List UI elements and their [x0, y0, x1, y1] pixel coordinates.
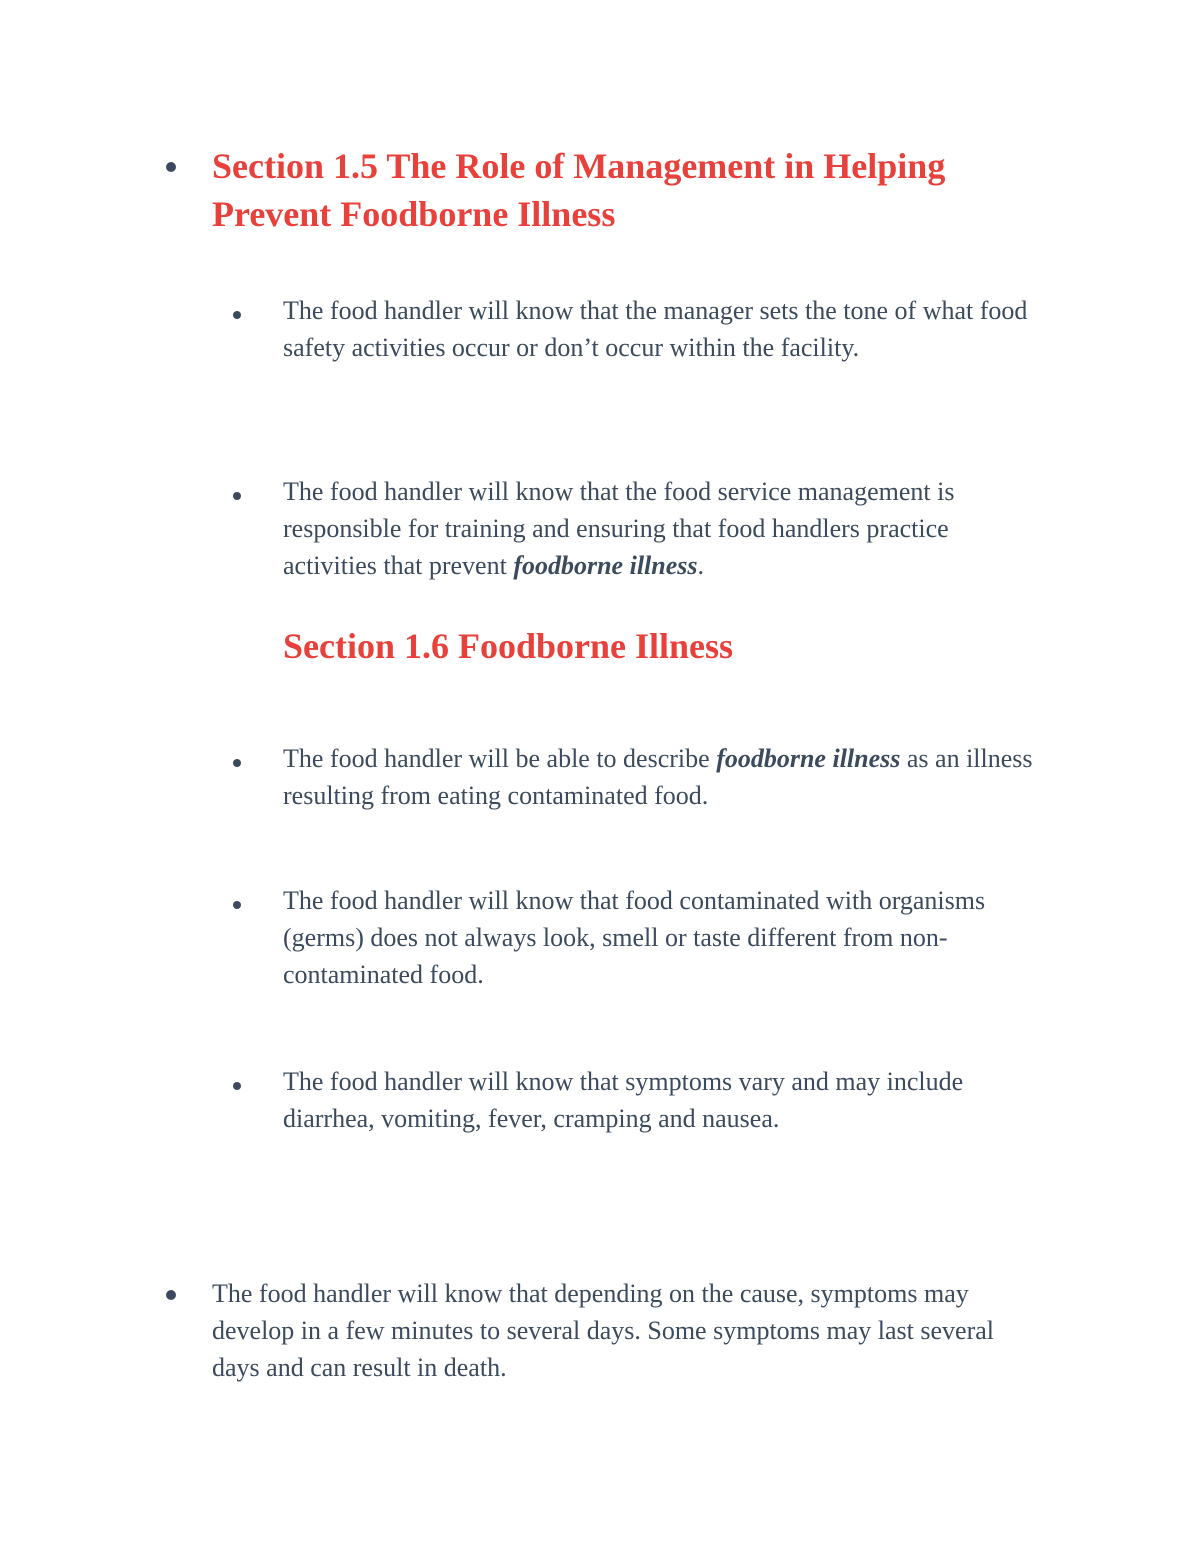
bullet-icon [233, 901, 241, 909]
bullet-icon [166, 162, 176, 172]
item-text: The food handler will be able to describe [283, 744, 717, 773]
list-item: The food handler will know that depending on the cause, symptoms may develop in a few minutes to several days. Some symptoms may last several days and can result in death. [212, 1279, 994, 1382]
emphasis-term: foodborne illness [513, 551, 698, 580]
emphasis-term: foodborne illness [716, 744, 901, 773]
section-1-6-heading: Section 1.6 Foodborne Illness [283, 626, 734, 666]
list-item: The food handler will know that food contaminated with organisms (germs) does not always look, smell or taste different from non-contaminated food. [283, 886, 986, 989]
list-item [283, 740, 1053, 814]
bullet-icon [233, 759, 241, 767]
bullet-icon [233, 492, 241, 500]
list-item [283, 473, 1003, 584]
item-text: . [697, 551, 704, 580]
bullet-icon [233, 1082, 241, 1090]
list-item: The food handler will know that the manager sets the tone of what food safety activities occur or don’t occur within the facility. [283, 296, 1028, 362]
section-1-5-heading: Section 1.5 The Role of Management in Helping Prevent Foodborne Illness [212, 146, 946, 234]
list-item: The food handler will know that symptoms vary and may include diarrhea, vomiting, fever, cramping and nausea. [283, 1067, 964, 1133]
bullet-icon [233, 311, 241, 319]
item-text: as an illness resulting from eating contaminated food. [283, 744, 1033, 810]
bullet-icon [166, 1290, 176, 1300]
item-text: The food handler will know that the food service management is responsible for training and ensuring that food handlers practice activities that prevent [283, 477, 955, 580]
